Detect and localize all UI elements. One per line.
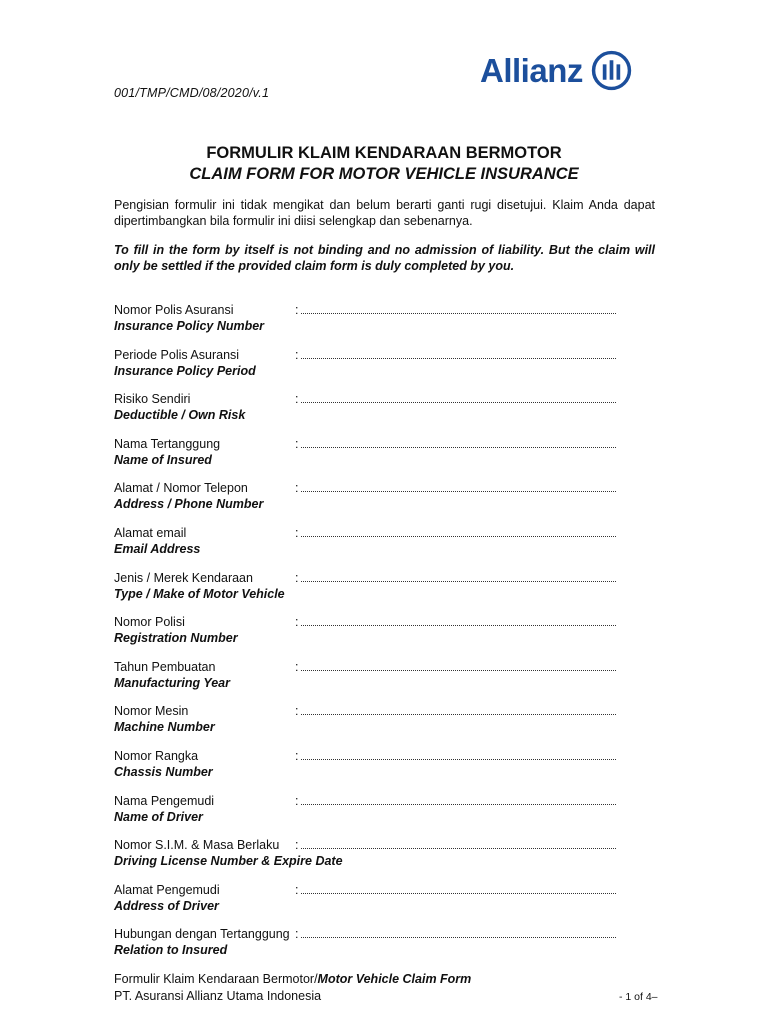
field-colon: : [295, 704, 299, 719]
field-colon: : [295, 436, 299, 451]
field-colon: : [295, 481, 299, 496]
field-label-indonesian: Hubungan dengan Tertanggung [114, 927, 290, 942]
field-label-indonesian: Jenis / Merek Kendaraan [114, 570, 253, 585]
form-field [114, 838, 655, 870]
intro-text-indonesian: Pengisian formulir ini tidak mengikat dan belum berarti ganti rugi disetujui. Klaim Anda dapat dipertimbangkan bila formulir ini diisi selengkap dan sebenarnya. [114, 198, 655, 228]
field-label-english: Name of Insured [114, 452, 212, 467]
form-field [114, 615, 655, 647]
field-label-indonesian: Nomor Polis Asuransi [114, 303, 234, 317]
field-label-english: Address of Driver [114, 898, 219, 913]
field-colon: : [295, 882, 299, 897]
form-field [114, 437, 655, 469]
form-field [114, 749, 655, 781]
form-field [114, 927, 655, 959]
field-label-english: Type / Make of Motor Vehicle [114, 586, 285, 601]
field-label-english: Chassis Number [114, 765, 213, 779]
form-title-english: CLAIM FORM FOR MOTOR VEHICLE INSURANCE [189, 165, 579, 183]
field-label-english: Machine Number [114, 720, 215, 735]
field-label-indonesian: Tahun Pembuatan [114, 659, 216, 674]
field-label-english: Relation to Insured [114, 943, 228, 958]
footer-form-name [114, 972, 471, 986]
field-label-indonesian: Nomor Rangka [114, 749, 199, 763]
field-label-english: Insurance Policy Period [114, 363, 256, 378]
field-colon: : [295, 615, 299, 630]
field-fill-line[interactable] [301, 893, 616, 894]
field-fill-line[interactable] [301, 714, 616, 715]
field-colon: : [295, 570, 299, 585]
field-colon: : [295, 838, 299, 853]
field-fill-line[interactable] [301, 804, 616, 805]
field-fill-line[interactable] [301, 491, 616, 492]
field-label-indonesian: Nama Pengemudi [114, 793, 215, 808]
field-colon: : [295, 303, 299, 317]
field-label-indonesian: Alamat Pengemudi [114, 882, 220, 897]
footer-form-name-english: Motor Vehicle Claim Form [317, 972, 472, 986]
field-label-english: Name of Driver [114, 809, 203, 824]
form-field [114, 303, 655, 335]
field-fill-line[interactable] [301, 447, 616, 448]
field-colon: : [295, 347, 299, 362]
field-label-indonesian: Alamat / Nomor Telepon [114, 481, 248, 496]
field-label-english: Registration Number [114, 631, 238, 646]
field-fill-line[interactable] [301, 670, 616, 671]
form-field [114, 481, 655, 513]
logo-wordmark: Allianz [480, 52, 583, 89]
field-fill-line[interactable] [301, 313, 616, 314]
field-label-indonesian: Periode Polis Asuransi [114, 347, 240, 362]
field-fill-line[interactable] [301, 937, 616, 938]
field-fill-line[interactable] [301, 759, 616, 760]
field-label-indonesian: Nomor Polisi [114, 615, 185, 630]
field-label-indonesian: Risiko Sendiri [114, 392, 191, 407]
field-label-english: Address / Phone Number [114, 497, 264, 512]
field-label-english: Email Address [114, 542, 201, 556]
field-fill-line[interactable] [301, 625, 616, 626]
field-colon: : [295, 749, 299, 763]
field-fill-line[interactable] [301, 536, 616, 537]
field-label-english: Manufacturing Year [114, 675, 230, 690]
field-label-indonesian: Nama Tertanggung [114, 436, 221, 451]
form-field [114, 526, 655, 558]
field-label-indonesian: Nomor Mesin [114, 704, 189, 719]
field-fill-line[interactable] [301, 581, 616, 582]
field-label-indonesian: Nomor S.I.M. & Masa Berlaku [114, 838, 280, 853]
form-field [114, 883, 655, 915]
page-number: - 1 of 4– [619, 991, 658, 1003]
field-label-indonesian: Alamat email [114, 526, 187, 540]
field-fill-line[interactable] [301, 358, 616, 359]
intro-text-english: To fill in the form by itself is not binding and no admission of liability. But the claim will only be settled if the provided claim form is duly completed by you. [114, 243, 655, 273]
form-field [114, 348, 655, 380]
form-field [114, 704, 655, 736]
form-field [114, 660, 655, 692]
allianz-emblem-icon [591, 50, 632, 91]
field-label-english: Deductible / Own Risk [114, 408, 246, 423]
allianz-logo [480, 50, 632, 91]
form-field [114, 392, 655, 424]
footer-company: PT. Asuransi Allianz Utama Indonesia [114, 989, 322, 1003]
field-colon: : [295, 659, 299, 674]
field-colon: : [295, 793, 299, 808]
form-field [114, 794, 655, 826]
form-field [114, 571, 655, 603]
footer-form-name-indonesian: Formulir Klaim Kendaraan Bermotor/ [114, 972, 318, 986]
field-colon: : [295, 526, 299, 540]
field-colon: : [295, 927, 299, 942]
field-label-english: Driving License Number & Expire Date [114, 854, 343, 869]
field-fill-line[interactable] [301, 848, 616, 849]
form-title-indonesian: FORMULIR KLAIM KENDARAAN BERMOTOR [206, 144, 562, 162]
field-fill-line[interactable] [301, 402, 616, 403]
field-label-english: Insurance Policy Number [114, 319, 265, 333]
document-code: 001/TMP/CMD/08/2020/v.1 [114, 86, 270, 100]
field-colon: : [295, 392, 299, 407]
